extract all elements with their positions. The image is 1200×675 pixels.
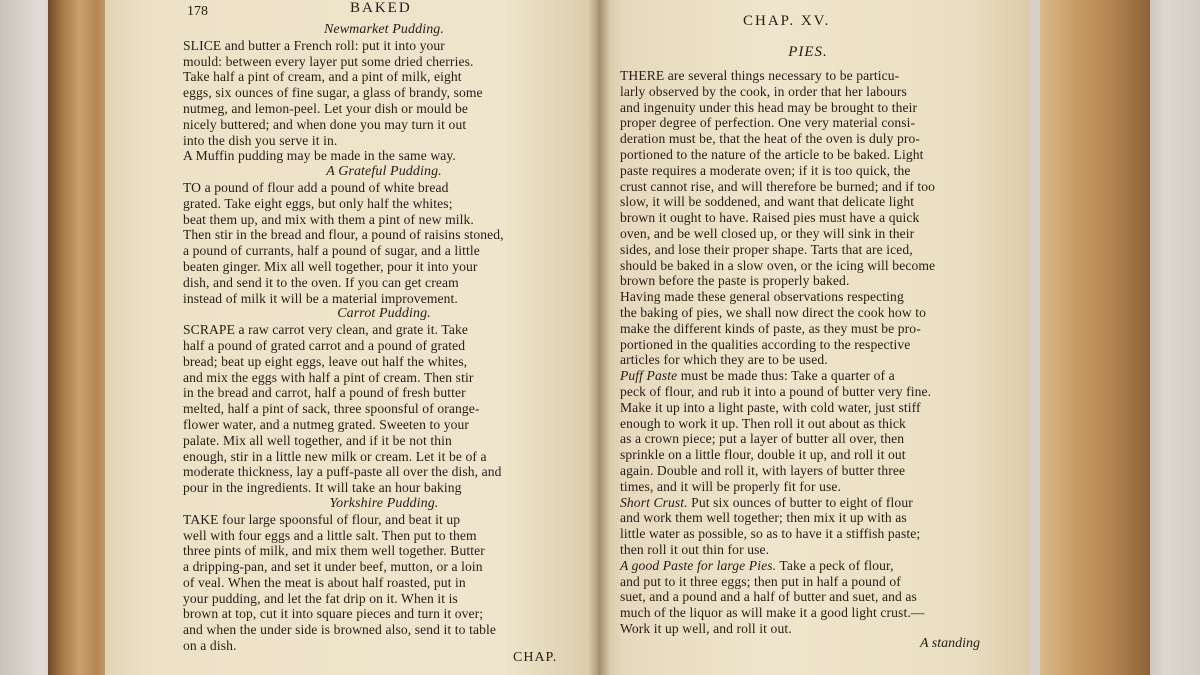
text-line: should be baked in a slow oven, or the icing will become	[620, 257, 936, 273]
recipe-heading: Newmarket Pudding.	[323, 22, 444, 37]
text-line: instead of milk it will be a material improvement.	[183, 290, 458, 306]
text-line: SCRAPE a raw carrot very clean, and grate it. Take	[183, 322, 469, 338]
text-line: mould: between every layer put some dried cherries.	[183, 53, 474, 69]
text-line: nutmeg, and lemon-peel. Let your dish or mould be	[183, 100, 469, 116]
text-line: Puff Paste must be made thus: Take a quarter of a	[620, 368, 895, 384]
text-line: well with four eggs and a little salt. Then put to them	[183, 527, 477, 543]
text-line: of veal. When the meat is about half roasted, put in	[183, 574, 466, 590]
text-line: sides, and lose their proper shape. Tarts that are iced,	[620, 241, 913, 257]
text-line: sprinkle on a little flour, double it up, and roll it out	[620, 447, 906, 463]
text-line: grated. Take eight eggs, but only half the whites;	[183, 195, 453, 211]
text-line: paste requires a moderate oven; if it is too quick, the	[620, 162, 911, 178]
recipe-heading: A Grateful Pudding.	[326, 164, 442, 180]
text-line: much of the liquor as will make it a good light crust.—	[620, 605, 925, 621]
text-line: A Muffin pudding may be made in the same way.	[183, 148, 456, 164]
text-line: pour in the ingredients. It will take an hour baking	[183, 480, 462, 496]
text-line: brown at top, cut it into square pieces and turn it over;	[183, 606, 484, 622]
text-line: portioned in the qualities according to the respective	[620, 336, 911, 352]
text-line: articles for which they are to be used.	[620, 352, 828, 368]
text-line: flower water, and a nutmeg grated. Sweeten to your	[183, 416, 470, 432]
text-line: palate. Mix all well together, and if it be not thin	[183, 432, 452, 448]
catchword-left: CHAP.	[513, 650, 558, 665]
text-line: and when the under side is browned also, send it to table	[183, 622, 496, 638]
text-line: TO a pound of flour add a pound of white bread	[183, 179, 449, 195]
text-line: slow, it will be soddened, and want that delicate light	[620, 194, 915, 210]
text-line: as a crown piece; put a layer of butter all over, then	[620, 431, 905, 447]
text-line: nicely buttered; and when done you may turn it out	[183, 116, 467, 132]
page-number: 178	[187, 4, 208, 19]
text-line: Then stir in the bread and flour, a pound of raisins stoned,	[183, 227, 504, 243]
left-page-text	[183, 22, 585, 654]
text-line: proper degree of perfection. One very material consi-	[620, 115, 916, 131]
text-line: Take half a pint of cream, and a pint of milk, eight	[183, 69, 462, 85]
text-line: and mix the eggs with half a pint of cream. Then stir	[183, 369, 474, 385]
text-line: again. Double and roll it, with layers of butter three	[620, 462, 906, 478]
text-line: make the different kinds of paste, as they must be pro-	[620, 320, 921, 336]
text-line: portioned to the nature of the article to be baked. Light	[620, 146, 924, 162]
right-page-text	[620, 68, 1000, 637]
text-line: SLICE and butter a French roll: put it into your	[183, 37, 445, 53]
recipe-heading: Carrot Pudding.	[337, 306, 431, 322]
text-line: half a pound of grated carrot and a pound of grated	[183, 337, 466, 353]
running-head-left: BAKED	[350, 0, 412, 16]
text-line: then roll it out thin for use.	[620, 541, 770, 557]
text-line: into the dish you serve it in.	[183, 132, 338, 148]
text-line: melted, half a pint of sack, three spoonsful of orange-	[183, 401, 480, 417]
text-line: a dripping-pan, and set it under beef, mutton, or a loin	[183, 559, 483, 575]
text-line: your pudding, and let the fat drip on it. When it is	[183, 590, 458, 606]
text-line: crust cannot rise, and will therefore be burned; and if too	[620, 178, 936, 194]
left-page	[105, 0, 600, 675]
catchword-right: A standing	[920, 636, 981, 651]
text-line: times, and it will be properly fit for use.	[620, 478, 841, 494]
text-line: brown it ought to have. Raised pies must have a quick	[620, 210, 920, 226]
text-line: A good Paste for large Pies. Take a peck of flour,	[620, 557, 894, 573]
running-head-right: CHAP. XV.	[743, 13, 831, 29]
text-line: and put to it three eggs; then put in half a pound of	[620, 573, 901, 589]
text-line: a pound of currants, half a pound of sugar, and a little	[183, 243, 480, 259]
text-line: Work it up well, and roll it out.	[620, 620, 792, 636]
text-line: and ingenuity under this head may be brought to their	[620, 99, 918, 115]
right-page	[598, 0, 1030, 675]
text-line: little water as possible, so as to have it a stiffish paste;	[620, 526, 921, 542]
text-line: dish, and send it to the oven. If you can get cream	[183, 274, 459, 290]
text-line: Having made these general observations respecting	[620, 289, 904, 305]
text-line: enough to work it up. Then roll it out about as thick	[620, 415, 906, 431]
text-line: oven, and be well closed up, or they will sink in their	[620, 225, 915, 241]
text-line: enough, stir in a little new milk or cream. Let it be of a	[183, 448, 487, 464]
text-line: beat them up, and mix with them a pint of new milk.	[183, 211, 474, 227]
text-line: eggs, six ounces of fine sugar, a glass of brandy, some	[183, 85, 483, 101]
text-line: three pints of milk, and mix them well together. Butter	[183, 543, 485, 559]
text-line: Make it up into a light paste, with cold water, just stiff	[620, 399, 921, 415]
text-line: bread; beat up eight eggs, leave out half the whites,	[183, 353, 468, 369]
text-line: in the bread and carrot, half a pound of fresh butter	[183, 385, 466, 401]
text-line: TAKE four large spoonsful of flour, and beat it up	[183, 511, 461, 527]
book-gutter	[588, 0, 610, 675]
text-line: beaten ginger. Mix all well together, pour it into your	[183, 258, 478, 274]
text-line: deration must be, that the heat of the oven is duly pro-	[620, 131, 921, 147]
chapter-title: PIES.	[788, 44, 828, 60]
recipe-heading: Yorkshire Pudding.	[329, 495, 439, 511]
text-line: on a dish.	[183, 638, 237, 654]
text-line: suet, and a pound and a half of butter and suet, and as	[620, 589, 917, 605]
text-line: the baking of pies, we shall now direct the cook how to	[620, 304, 927, 320]
text-line: THERE are several things necessary to be particu-	[620, 68, 900, 83]
book-page-edges-right	[1040, 0, 1150, 675]
text-line: larly observed by the cook, in order that her labours	[620, 83, 907, 99]
text-line: moderate thickness, lay a puff-paste all over the dish, and	[183, 464, 502, 480]
text-line: peck of flour, and rub it into a pound of butter very fine.	[620, 383, 932, 399]
text-line: and work them well together; then mix it up with as	[620, 510, 907, 526]
text-line: brown before the paste is properly baked.	[620, 273, 850, 289]
text-line: Short Crust. Put six ounces of butter to eight of flour	[620, 494, 913, 510]
